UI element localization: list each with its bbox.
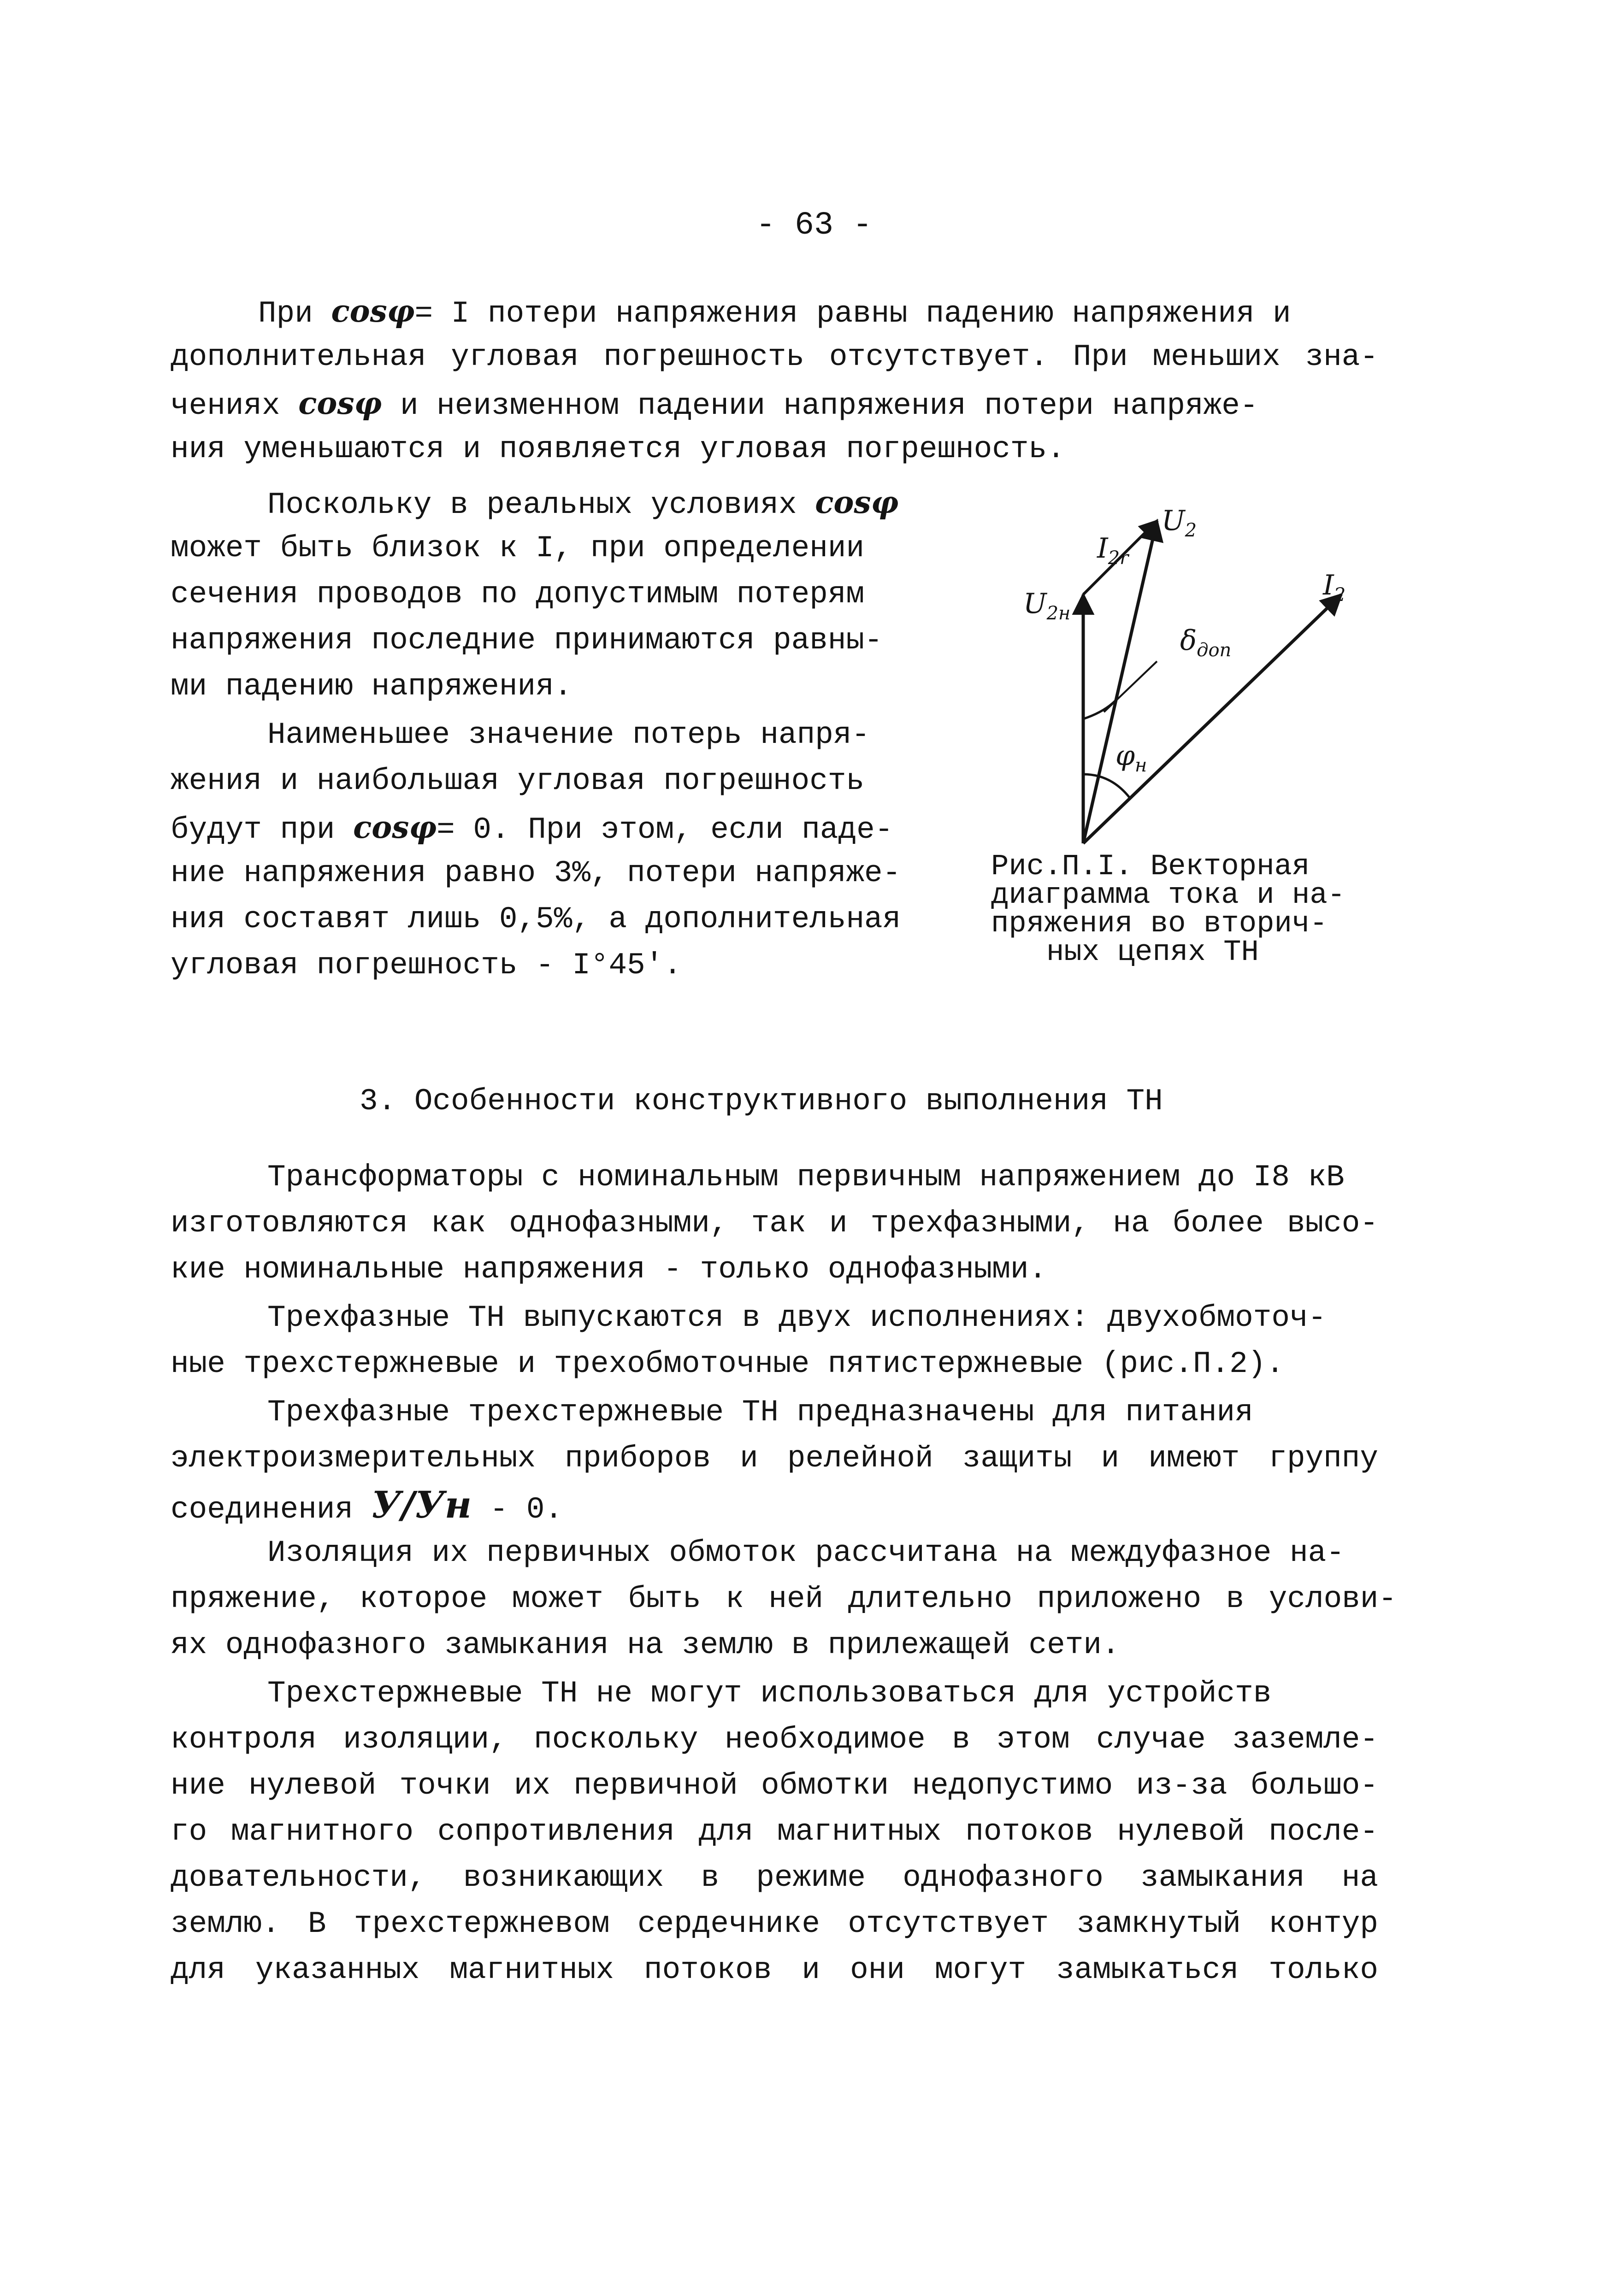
- figure-caption: [991, 850, 1378, 969]
- caption-line-1: Рис.П.I. Векторная: [991, 850, 1310, 883]
- text-fragment: = I потери напряжения равны падению напряжения и: [414, 296, 1291, 331]
- label-phi-n: $\varphi_н$: [1115, 740, 1147, 776]
- text-fragment: соединения: [171, 1492, 372, 1527]
- paragraph-2-line-2: может быть близок к I, при определении: [171, 531, 865, 565]
- paragraph-8-line-6: землю. В трехстержневом сердечнике отсутствует замкнутый контур: [171, 1907, 1378, 1941]
- cos-phi-symbol: cosφ: [815, 484, 899, 520]
- paragraph-3-line-4: ние напряжения равно 3%, потери напряже-: [171, 856, 901, 890]
- vector-i2: [1083, 595, 1341, 843]
- caption-line-4: ных цепях ТН: [1046, 936, 1259, 969]
- paragraph-8-line-3: ние нулевой точки их первичной обмотки недопустимо из-за большо-: [171, 1768, 1378, 1803]
- paragraph-8-line-4: го магнитного сопротивления для магнитных потоков нулевой после-: [171, 1814, 1378, 1849]
- paragraph-8-line-1: Трехстержневые ТН не могут использоваться для устройств: [267, 1676, 1272, 1711]
- cos-phi-symbol: cosφ: [298, 385, 382, 421]
- paragraph-3-line-6: угловая погрешность - I°45′.: [171, 948, 682, 983]
- paragraph-8-line-5: довательности, возникающих в режиме однофазного замыкания на: [171, 1860, 1378, 1895]
- text-fragment: = 0. При этом, если паде-: [437, 812, 893, 847]
- page-number: - 63 -: [756, 207, 873, 244]
- delta-leader: [1104, 661, 1157, 712]
- paragraph-7-line-2: пряжение, которое может быть к ней длительно приложено в услови-: [171, 1582, 1397, 1616]
- paragraph-1-line-1: [258, 288, 1291, 337]
- paragraph-3-line-2: жения и наибольшая угловая погрешность: [171, 764, 865, 798]
- text-fragment: будут при: [171, 812, 354, 847]
- text-fragment: - 0.: [472, 1492, 563, 1527]
- paragraph-2-line-3: сечения проводов по допустимым потерям: [171, 577, 865, 612]
- paragraph-2-line-5: ми падению напряжения.: [171, 669, 572, 704]
- paragraph-7-line-3: ях однофазного замыкания на землю в прилежащей сети.: [171, 1628, 1120, 1662]
- label-i2r: $I_{2r}$: [1097, 532, 1129, 569]
- paragraph-7-line-1: Изоляция их первичных обмоток рассчитана на междуфазное на-: [267, 1536, 1345, 1570]
- caption-line-3: пряжения во вторич-: [991, 907, 1328, 941]
- paragraph-1-line-4: ния уменьшаются и появляется угловая погрешность.: [171, 432, 1065, 466]
- paragraph-1-line-3: [171, 380, 1258, 429]
- text-fragment: чениях: [171, 389, 299, 423]
- label-u2n: $U_{2н}$: [1023, 588, 1071, 624]
- paragraph-8-line-2: контроля изоляции, поскольку необходимое в этом случае заземле-: [171, 1722, 1378, 1757]
- text-fragment: При: [258, 296, 331, 331]
- phi-arc: [1083, 774, 1129, 797]
- label-u2: $U_2$: [1162, 505, 1197, 541]
- paragraph-4-line-2: изготовляются как однофазными, так и трехфазными, на более высо-: [171, 1206, 1378, 1241]
- paragraph-2-line-4: напряжения последние принимаются равны-: [171, 623, 883, 658]
- vector-diagram: [1005, 479, 1392, 876]
- text-fragment: и неизменном падении напряжения потери напряже-: [382, 389, 1258, 423]
- section-heading: 3. Особенности конструктивного выполнения ТН: [360, 1084, 1163, 1119]
- paragraph-6-line-1: Трехфазные трехстержневые ТН предназначены для питания: [267, 1395, 1253, 1430]
- paragraph-5-line-2: ные трехстержневые и трехобмоточные пятистержневые (рис.П.2).: [171, 1347, 1284, 1381]
- paragraph-3-line-5: ния составят лишь 0,5%, а дополнительная: [171, 902, 901, 936]
- connection-group-formula: У/Ун: [371, 1483, 472, 1526]
- paragraph-4-line-1: Трансформаторы с номинальным первичным напряжением до I8 кВ: [267, 1160, 1345, 1195]
- paragraph-3-line-1: Наименьшее значение потерь напря-: [267, 718, 870, 752]
- cos-phi-symbol: cosφ: [331, 293, 415, 329]
- paragraph-2-line-1: [267, 479, 898, 528]
- paragraph-4-line-3: кие номинальные напряжения - только однофазными.: [171, 1252, 1047, 1287]
- label-delta-dop: $\delta_{доп}$: [1180, 624, 1232, 661]
- paragraph-1-line-2: дополнительная угловая погрешность отсутствует. При меньших зна-: [171, 340, 1378, 374]
- label-i2: $I_2$: [1323, 569, 1346, 606]
- vector-u2: [1083, 521, 1157, 843]
- paragraph-5-line-1: Трехфазные ТН выпускаются в двух исполнениях: двухобмоточ-: [267, 1301, 1327, 1335]
- paragraph-8-line-7: для указанных магнитных потоков и они могут замыкаться только: [171, 1953, 1378, 1987]
- paragraph-3-line-3: [171, 804, 893, 853]
- caption-line-2: диаграмма тока и на-: [991, 879, 1346, 912]
- paragraph-6-line-2: электроизмерительных приборов и релейной защиты и имеют группу: [171, 1441, 1378, 1476]
- paragraph-6-line-3: [171, 1482, 563, 1533]
- text-fragment: Поскольку в реальных условиях: [267, 488, 815, 522]
- cos-phi-symbol: cosφ: [353, 809, 437, 845]
